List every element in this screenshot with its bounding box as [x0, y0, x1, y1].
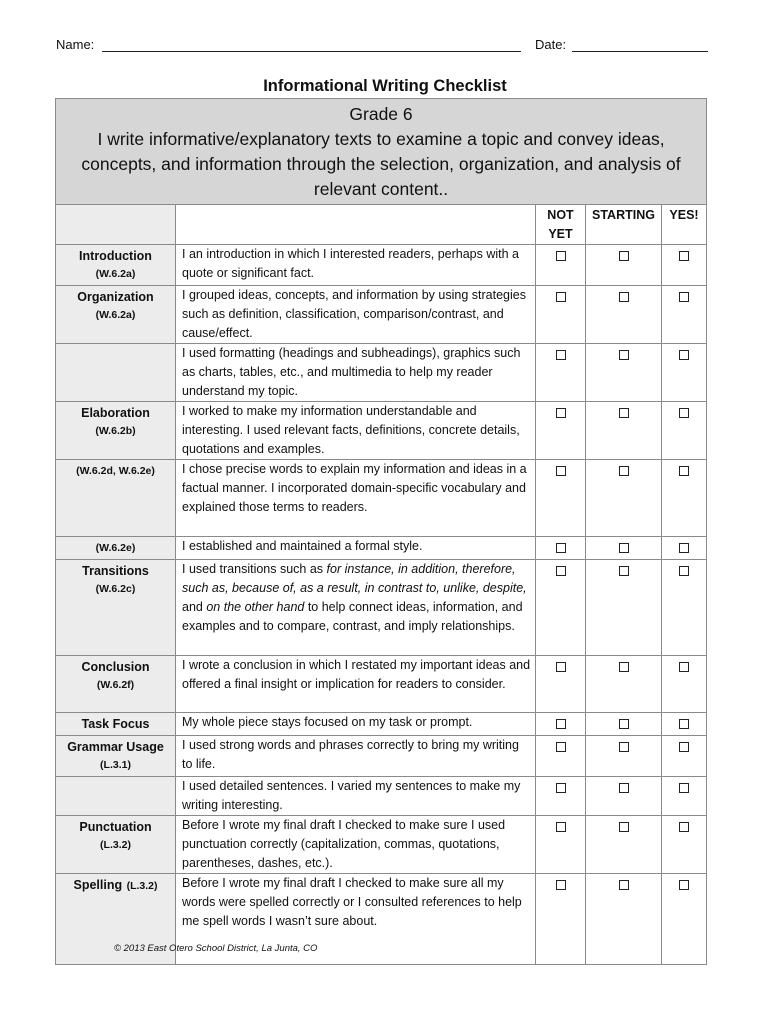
not-yet-cell: [536, 344, 586, 402]
starting-checkbox[interactable]: [619, 742, 629, 752]
not-yet-cell: [536, 736, 586, 777]
description-header-cell: [176, 205, 536, 245]
category-cell: [56, 344, 176, 402]
italic-examples: for instance, in addition, therefore, such as, because of, as a result, in contrast to, unlike, despite,: [182, 562, 527, 595]
standard-code: (W.6.2d, W.6.2e): [76, 465, 155, 477]
yes-cell: [662, 560, 707, 656]
category-name: Spelling: [73, 878, 123, 892]
not-yet-checkbox[interactable]: [556, 822, 566, 832]
starting-cell: [586, 713, 662, 736]
category-name: Conclusion: [81, 660, 150, 674]
standard-statement: I write informative/explanatory texts to examine a topic and convey ideas, concepts, and information through the selection, organization, and analysis of relevant content..: [81, 129, 681, 199]
starting-cell: [586, 286, 662, 344]
starting-cell: [586, 816, 662, 874]
yes-checkbox[interactable]: [679, 466, 689, 476]
not-yet-cell: [536, 286, 586, 344]
starting-checkbox[interactable]: [619, 350, 629, 360]
category-cell: [56, 402, 176, 460]
starting-checkbox[interactable]: [619, 662, 629, 672]
name-label: Name:: [56, 37, 95, 52]
yes-checkbox[interactable]: [679, 566, 689, 576]
date-label: Date:: [535, 37, 567, 52]
column-starting: STARTING: [586, 205, 662, 245]
table-row: [56, 537, 707, 560]
table-row: [56, 560, 707, 656]
yes-cell: [662, 245, 707, 286]
standard-code: (W.6.2f): [96, 679, 135, 691]
yes-cell: [662, 286, 707, 344]
document-title: Informational Writing Checklist: [263, 77, 507, 95]
category-name: Transitions: [82, 564, 149, 578]
table-row: [56, 286, 707, 344]
standard-code: (W.6.2b): [95, 425, 136, 437]
table-row: [56, 713, 707, 736]
category-cell: [56, 560, 176, 656]
banner-row: [56, 99, 707, 205]
starting-checkbox[interactable]: [619, 466, 629, 476]
starting-cell: [586, 656, 662, 713]
yes-checkbox[interactable]: [679, 880, 689, 890]
criterion-text: I used detailed sentences. I varied my sentences to make my writing interesting.: [176, 777, 536, 816]
yes-cell: [662, 656, 707, 713]
starting-cell: [586, 402, 662, 460]
not-yet-checkbox[interactable]: [556, 466, 566, 476]
category-name: Grammar Usage: [67, 740, 164, 754]
criterion-text: I grouped ideas, concepts, and information by using strategies such as definition, classification, comparison/contrast, and cause/effect.: [176, 286, 536, 344]
yes-checkbox[interactable]: [679, 408, 689, 418]
table-row: [56, 460, 707, 537]
not-yet-checkbox[interactable]: [556, 742, 566, 752]
table-row: [56, 344, 707, 402]
criterion-text: I an introduction in which I interested readers, perhaps with a quote or significant fact.: [176, 245, 536, 286]
column-yes: YES!: [662, 205, 707, 245]
criterion-text: I worked to make my information understandable and interesting. I used relevant facts, definitions, concrete details, quotations and examples.: [176, 402, 536, 460]
not-yet-checkbox[interactable]: [556, 783, 566, 793]
yes-cell: [662, 537, 707, 560]
starting-checkbox[interactable]: [619, 292, 629, 302]
not-yet-checkbox[interactable]: [556, 662, 566, 672]
criterion-text: [176, 560, 536, 656]
criterion-text: My whole piece stays focused on my task or prompt.: [176, 713, 536, 736]
criterion-text: I established and maintained a formal style.: [176, 537, 536, 560]
yes-checkbox[interactable]: [679, 251, 689, 261]
not-yet-checkbox[interactable]: [556, 543, 566, 553]
checklist-table: [55, 98, 707, 965]
yes-checkbox[interactable]: [679, 543, 689, 553]
standard-code: (W.6.2a): [95, 268, 136, 280]
yes-cell: [662, 713, 707, 736]
table-row: [56, 736, 707, 777]
standard-code: (W.6.2e): [95, 542, 136, 554]
criterion-text: I wrote a conclusion in which I restated my important ideas and offered a final insight or implication for readers to consider.: [176, 656, 536, 713]
category-cell: [56, 537, 176, 560]
starting-checkbox[interactable]: [619, 719, 629, 729]
category-cell: [56, 777, 176, 816]
criterion-text: I used formatting (headings and subheadings), graphics such as charts, tables, etc., and multimedia to help my reader understand my topic.: [176, 344, 536, 402]
not-yet-checkbox[interactable]: [556, 566, 566, 576]
category-cell: [56, 736, 176, 777]
not-yet-checkbox[interactable]: [556, 408, 566, 418]
yes-checkbox[interactable]: [679, 783, 689, 793]
not-yet-cell: [536, 816, 586, 874]
starting-cell: [586, 777, 662, 816]
text-segment: and: [182, 600, 207, 614]
yes-cell: [662, 736, 707, 777]
starting-checkbox[interactable]: [619, 783, 629, 793]
yes-checkbox[interactable]: [679, 350, 689, 360]
banner: [56, 99, 707, 205]
not-yet-cell: [536, 560, 586, 656]
not-yet-checkbox[interactable]: [556, 350, 566, 360]
yes-cell: [662, 874, 707, 965]
category-cell: [56, 816, 176, 874]
yes-cell: [662, 816, 707, 874]
not-yet-cell: [536, 656, 586, 713]
standard-code: (L.3.1): [100, 759, 131, 771]
not-yet-cell: [536, 713, 586, 736]
table-row: [56, 245, 707, 286]
not-yet-cell: [536, 874, 586, 965]
category-cell: [56, 460, 176, 537]
criterion-text: I used strong words and phrases correctly to bring my writing to life.: [176, 736, 536, 777]
starting-checkbox[interactable]: [619, 822, 629, 832]
starting-checkbox[interactable]: [619, 566, 629, 576]
criterion-text: Before I wrote my final draft I checked to make sure I used punctuation correctly (capitalization, commas, quotations, parentheses, dashes, etc.).: [176, 816, 536, 874]
not-yet-checkbox[interactable]: [556, 292, 566, 302]
yes-checkbox[interactable]: [679, 719, 689, 729]
category-name: Introduction: [79, 249, 152, 263]
yes-cell: [662, 402, 707, 460]
standard-code: (L.3.2): [100, 839, 131, 851]
starting-cell: [586, 874, 662, 965]
category-cell: [56, 656, 176, 713]
text-segment: to help connect ideas, information, and examples and to compare, contrast, and imply relationships.: [182, 600, 523, 633]
starting-cell: [586, 344, 662, 402]
category-cell: [56, 245, 176, 286]
not-yet-cell: [536, 777, 586, 816]
column-header-row: [56, 205, 707, 245]
starting-checkbox[interactable]: [619, 880, 629, 890]
category-name: Task Focus: [81, 717, 150, 731]
name-field[interactable]: [102, 51, 521, 52]
starting-cell: [586, 245, 662, 286]
yes-cell: [662, 777, 707, 816]
text-segment: I used transitions such as: [182, 562, 327, 576]
copyright-footer: © 2013 East Otero School District, La Junta, CO: [114, 943, 318, 954]
table-row: [56, 402, 707, 460]
standard-code: (W.6.2c): [95, 583, 136, 595]
starting-checkbox[interactable]: [619, 408, 629, 418]
yes-checkbox[interactable]: [679, 822, 689, 832]
yes-checkbox[interactable]: [679, 742, 689, 752]
yes-checkbox[interactable]: [679, 292, 689, 302]
header-line: [56, 36, 716, 56]
italic-examples: on the other hand: [206, 600, 305, 614]
not-yet-checkbox[interactable]: [556, 880, 566, 890]
criterion-text: I chose precise words to explain my information and ideas in a factual manner. I incorporated domain-specific vocabulary and explained those terms to readers.: [176, 460, 536, 537]
starting-checkbox[interactable]: [619, 543, 629, 553]
category-header-cell: [56, 205, 176, 245]
not-yet-cell: [536, 245, 586, 286]
not-yet-checkbox[interactable]: [556, 251, 566, 261]
grade-label: Grade 6: [349, 104, 413, 124]
category-name: Organization: [77, 290, 154, 304]
yes-checkbox[interactable]: [679, 662, 689, 672]
not-yet-checkbox[interactable]: [556, 719, 566, 729]
category-name: Elaboration: [81, 406, 150, 420]
table-row: [56, 816, 707, 874]
starting-cell: [586, 537, 662, 560]
table-row: [56, 777, 707, 816]
table-row: [56, 656, 707, 713]
starting-cell: [586, 560, 662, 656]
criterion-text: Before I wrote my final draft I checked to make sure all my words were spelled correctly or I consulted references to help me spell words I wasn’t sure about.: [176, 874, 536, 965]
starting-cell: [586, 460, 662, 537]
starting-checkbox[interactable]: [619, 251, 629, 261]
standard-code: (W.6.2a): [95, 309, 136, 321]
column-not-yet: NOT YET: [536, 205, 586, 245]
date-field[interactable]: [572, 51, 708, 52]
not-yet-cell: [536, 460, 586, 537]
category-name: Punctuation: [79, 820, 152, 834]
yes-cell: [662, 460, 707, 537]
not-yet-cell: [536, 537, 586, 560]
not-yet-cell: [536, 402, 586, 460]
yes-cell: [662, 344, 707, 402]
category-cell: [56, 713, 176, 736]
starting-cell: [586, 736, 662, 777]
category-cell: [56, 286, 176, 344]
standard-code: (L.3.2): [126, 880, 158, 892]
